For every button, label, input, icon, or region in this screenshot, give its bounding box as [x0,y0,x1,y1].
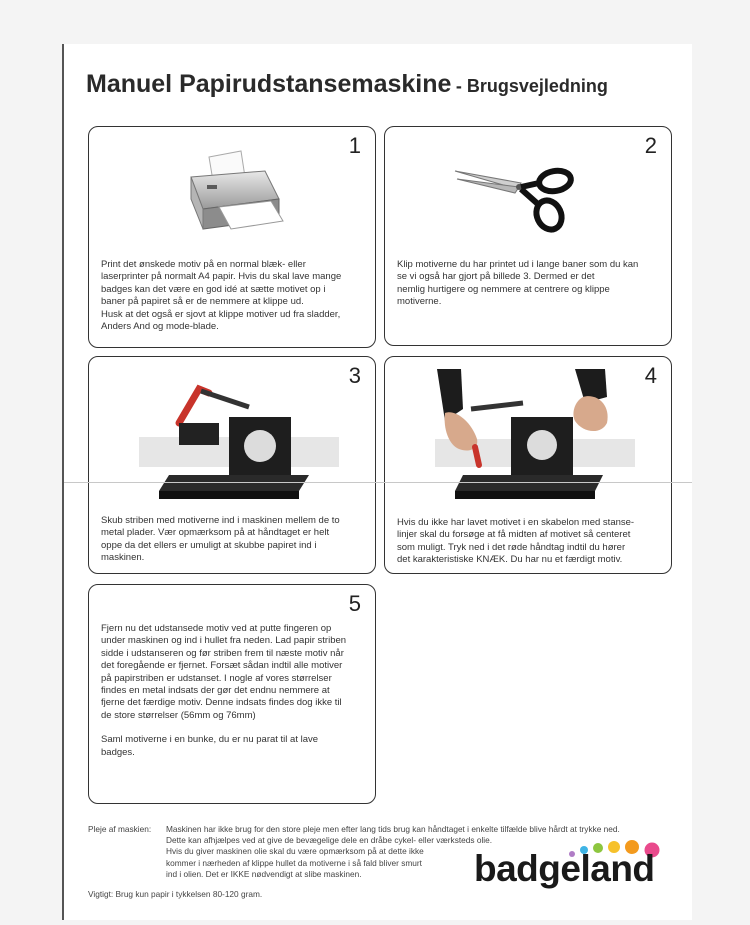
text-line: Skub striben med motiverne ind i maskinen mellem de to [101,515,340,526]
hands-pressing-machine-icon [425,369,645,509]
step-number: 5 [348,591,361,616]
step-card-2 [384,126,672,346]
text-line: Anders And og mode-blade. [101,321,219,333]
step-text-1 [101,259,369,333]
badge-punch-machine-icon [139,379,339,509]
text-line: under maskinen og ind i hullet fra neden. Lad papir striben [101,635,347,647]
text-line: som muligt. Tryk ned i det røde håndtag indtil du hører [397,541,626,553]
fold-line [64,482,692,483]
step-text-3 [101,515,369,565]
text-line: Klip motiverne du har printet ud i lange baner som du kan [397,259,639,270]
warning-note: Vigtigt: Brug kun papir i tykkelsen 80-120 gram. [88,889,263,899]
logo-text: badgeland [474,848,655,889]
text-line: maskinen. [101,552,145,564]
text-line: Husk at det også er sjovt at klippe motiver ud fra sladder, [101,308,341,320]
text-line: Fjern nu det udstansede motiv ved at putte fingeren op [101,623,332,634]
text-line: laserprinter på normalt A4 papir. Hvis du skal lave mange [101,271,342,283]
step-text-5 [101,623,369,759]
step-card-3 [88,356,376,574]
step-text-4 [397,517,665,567]
scissors-icon [451,157,581,237]
step-number: 2 [644,133,657,158]
text-line: det foregående er fjernet. Forsæt sådan indtil alle motiver [101,660,343,672]
text-line: se vi også har gjort på billede 3. Dermed er det [397,271,595,283]
text-line: fjerne det færdige motiv. Denne indsats findes dog ikke til [101,697,342,709]
step-card-4 [384,356,672,574]
text-line: Hvis du ikke har lavet motivet i en skabelon med stanse- [397,517,635,528]
care-line: Hvis du giver maskinen olie skal du være opmærksom på at dette ikke [166,846,424,857]
text-line: de store størrelser (56mm og 76mm) [101,709,256,721]
text-line: motiverne. [397,296,442,308]
badgeland-logo [474,838,674,898]
care-line: ind i olien. Det er IKKE nødvendigt at slibe maskinen. [166,868,362,879]
title-main: Manuel Papirudstansemaskine [86,70,452,98]
instruction-sheet [62,44,692,920]
step-card-1 [88,126,376,348]
text-line: Saml motiverne i en bunke, du er nu parat til at lave [101,734,319,746]
care-line: Maskinen har ikke brug for den store pleje men efter lang tids brug kan håndtaget i enkelte tilfælde blive hårdt at trykke ned. [166,824,620,834]
text-line: nemlig hurtigere og nemmere at centrere og klippe [397,283,610,295]
care-line: kommer i nærheden af klippe hullet da motiverne i så fald bliver smurt [166,857,422,868]
step-text-2 [397,259,665,309]
text-line: på papirstriben er udstanset. I nogle af vores størrelser [101,672,332,684]
text-line: sidde i udstanseren og før striben frem til næste motiv når [101,647,344,659]
step-number: 1 [348,133,361,158]
text-line: baner på papiret så er de nemmere at klippe ud. [101,296,304,308]
text-line: oppe da det ellers er umuligt at skubbe papiret ind i [101,539,317,551]
care-label: Pleje af maskien: [88,824,152,834]
text-line: metal plader. Vær opmærksom på at håndtaget er helt [101,527,330,539]
text-line: det karakteristiske KNÆK. Du har nu et færdigt motiv. [397,554,623,566]
text-line: Print det ønskede motiv på en normal blæk- eller [101,259,306,270]
text-line: linjer skal du forsøge at få midten af motivet så centeret [397,529,631,541]
text-line [101,722,369,734]
title-sub: - Brugsvejledning [455,76,608,96]
step-number: 4 [644,363,657,388]
text-line: badges kan det være en god idé at sætte motivet op i [101,283,326,295]
text-line: findes en metal indsats der gør det endnu nemmere at [101,685,330,697]
printer-icon [179,147,289,237]
text-line: badges. [101,746,135,758]
step-number: 3 [348,363,361,388]
care-line: Dette kan afhjælpes ved at give de bevægelige dele en dråbe cykel- eller værksteds olie. [166,835,493,846]
page-title [86,70,608,99]
step-card-5 [88,584,376,804]
